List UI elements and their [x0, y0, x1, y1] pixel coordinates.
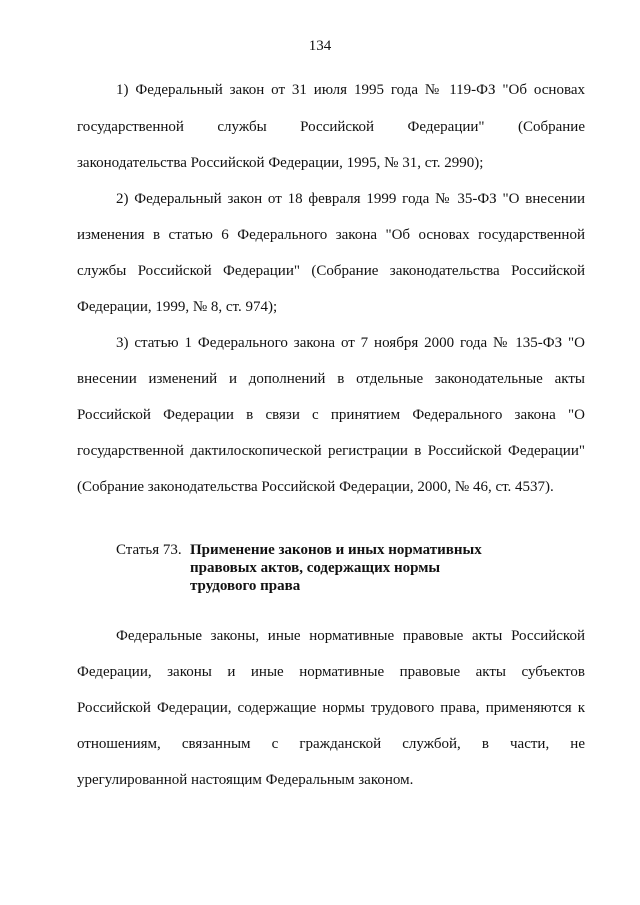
article-heading-first-line	[116, 541, 536, 559]
list-item-3-line-4: государственной дактилоскопической регистрации в Российской Федерации"	[77, 443, 585, 459]
article-title-line-1: Применение законов и иных нормативных	[190, 542, 482, 558]
body-paragraph-line-1: Федеральные законы, иные нормативные правовые акты Российской	[116, 628, 585, 644]
body-paragraph-line-2: Федерации, законы и иные нормативные правовые акты субъектов	[77, 664, 585, 680]
list-item-2-line-2: изменения в статью 6 Федерального закона "Об основах государственной	[77, 227, 585, 243]
article-heading	[116, 541, 536, 595]
list-item-1-line-1: 1) Федеральный закон от 31 июля 1995 года № 119-ФЗ "Об основах	[116, 82, 585, 98]
page-number: 134	[308, 38, 332, 54]
list-item-2-line-3: службы Российской Федерации" (Собрание законодательства Российской	[77, 263, 585, 279]
body-paragraph-line-4: отношениям, связанным с гражданской службой, в части, не	[77, 736, 585, 752]
article-title-line-2: правовых актов, содержащих нормы	[190, 560, 441, 576]
list-item-3-line-3: Российской Федерации в связи с принятием Федерального закона "О	[77, 407, 585, 423]
list-item-3-line-5: (Собрание законодательства Российской Федерации, 2000, № 46, ст. 4537).	[77, 479, 554, 495]
body-paragraph-line-3: Российской Федерации, содержащие нормы трудового права, применяются к	[77, 700, 585, 716]
article-label: Статья 73.	[116, 542, 182, 558]
list-item-3-line-1: 3) статью 1 Федерального закона от 7 ноября 2000 года № 135-ФЗ "О	[116, 335, 585, 351]
list-item-1-line-3: законодательства Российской Федерации, 1995, № 31, ст. 2990);	[77, 155, 484, 171]
list-item-2-line-1: 2) Федеральный закон от 18 февраля 1999 года № 35-ФЗ "О внесении	[116, 191, 585, 207]
body-paragraph-line-5: урегулированной настоящим Федеральным законом.	[77, 772, 414, 788]
list-item-2-line-4: Федерации, 1999, № 8, ст. 974);	[77, 299, 278, 315]
article-title-line-3: трудового права	[190, 578, 301, 594]
list-item-3-line-2: внесении изменений и дополнений в отдельные законодательные акты	[77, 371, 585, 387]
list-item-1-line-2: государственной службы Российской Федерации" (Собрание	[77, 119, 585, 135]
